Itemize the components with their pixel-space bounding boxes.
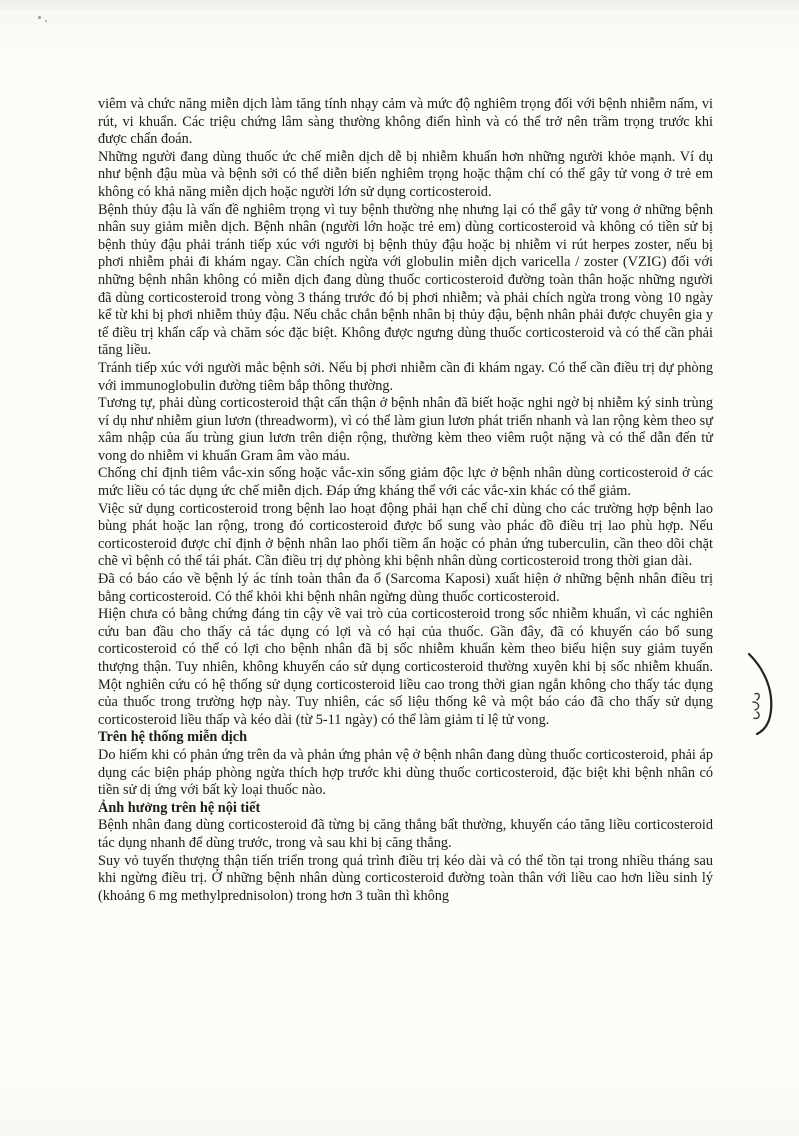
document-body [98, 96, 713, 905]
paragraph: viêm và chức năng miễn dịch làm tăng tính nhạy cảm và mức độ nghiêm trọng đối với bệnh nhiễm nấm, vi rút, vi khuẩn. Các triệu chứng lâm sàng thường không điển hình và có thể trở nên trầm trọng trước khi được chẩn đoán. [98, 96, 713, 148]
paragraph-immune: Do hiếm khi có phản ứng trên da và phản ứng phản vệ ở bệnh nhân đang dùng thuốc corticosteroid, phải áp dụng các biện pháp phòng ngừa thích hợp trước khi dùng thuốc corticosteroid, đặc biệt khi bệnh nhân có tiền sử dị ứng với bất kỳ loại thuốc nào. [98, 746, 713, 799]
paragraph-endocrine: Bệnh nhân đang dùng corticosteroid đã từng bị căng thẳng bất thường, khuyến cáo tăng liều corticosteroid tác dụng nhanh để dùng trước, trong và sau khi bị căng thẳng. [98, 817, 713, 851]
paragraph-endocrine: Suy vỏ tuyến thượng thận tiến triển trong quá trình điều trị kéo dài và có thể tồn tại trong nhiều tháng sau khi ngừng điều trị. Ở những bệnh nhân dùng corticosteroid đường toàn thân với liều cao hơn liều sinh lý (khoảng 6 mg methylprednisolon) trong hơn 3 tuần thì không [98, 852, 713, 904]
handwritten-margin-mark [743, 650, 779, 736]
paragraph: Hiện chưa có bằng chứng đáng tin cậy về vai trò của corticosteroid trong sốc nhiễm khuẩn, vì các nghiên cứu ban đầu cho thấy cả tác dụng có lợi và có hại của thuốc. Gần đây, đã có khuyến cáo bổ sung corticosteroid có thể có lợi cho bệnh nhân đã bị sốc nhiễm khuẩn kèm theo biểu hiện suy giảm tuyến thượng thận. Tuy nhiên, không khuyến cáo sử dụng corticosteroid thường xuyên khi bị sốc nhiễm khuẩn. Một nghiên cứu có hệ thống sử dụng corticosteroid liều cao trong thời gian ngắn không cho thấy tác dụng của thuốc trong trường hợp này. Tuy nhiên, các số liệu thống kê và một báo cáo đã cho thấy sử dụng corticosteroid liều thấp và kéo dài (từ 5-11 ngày) có thể làm giảm tỉ lệ tử vong. [98, 606, 713, 728]
section-heading-endocrine: Ảnh hưởng trên hệ nội tiết [98, 799, 261, 816]
scan-speck [45, 20, 47, 22]
paragraph: Tránh tiếp xúc với người mắc bệnh sởi. Nếu bị phơi nhiễm cần đi khám ngay. Có thể cần điều trị dự phòng với immunoglobulin đường tiêm bắp thông thường. [98, 359, 713, 394]
paragraph: Việc sử dụng corticosteroid trong bệnh lao hoạt động phải hạn chế chỉ dùng cho các trường hợp bệnh lao bùng phát hoặc lan rộng, trong đó corticosteroid được bổ sung vào phác đồ điều trị lao phù hợp. Nếu corticosteroid được chỉ định ở bệnh nhân lao phổi tiềm ẩn hoặc có phản ứng tuberculin, cần theo dõi chặt chẽ vì bệnh có thể tái phát. Cần điều trị dự phòng khi bệnh nhân dùng corticosteroid trong thời gian dài. [98, 500, 713, 570]
scan-speck [38, 16, 41, 19]
section-heading-immune: Trên hệ thống miễn dịch [98, 729, 248, 746]
paragraph: Đã có báo cáo về bệnh lý ác tính toàn thân đa ổ (Sarcoma Kaposi) xuất hiện ở những bệnh nhân điều trị bằng corticosteroid. Có thể khỏi khi bệnh nhân ngừng dùng thuốc corticosteroid. [98, 571, 713, 605]
paragraph: Những người đang dùng thuốc ức chế miễn dịch dễ bị nhiễm khuẩn hơn những người khỏe mạnh. Ví dụ như bệnh đậu mùa và bệnh sởi có thể diễn biến nghiêm trọng hoặc thậm chí có thể gây tử vong ở trẻ em không có khả năng miễn dịch hoặc người lớn sử dụng corticosteroid. [98, 148, 713, 200]
paragraph: Chống chỉ định tiêm vắc-xin sống hoặc vắc-xin sống giảm độc lực ở bệnh nhân dùng corticosteroid ở các mức liều có tác dụng ức chế miễn dịch. Đáp ứng kháng thể với các vắc-xin khác có thể giảm. [98, 465, 713, 500]
paragraph: Tương tự, phải dùng corticosteroid thật cẩn thận ở bệnh nhân đã biết hoặc nghi ngờ bị nhiễm ký sinh trùng ví dụ như nhiễm giun lươn (threadworm), vì có thể làm giun lươn phát triển nhanh và lan rộng kèm theo sự xâm nhập của ấu trùng giun lươn trên diện rộng, thường kèm theo viêm ruột nặng và có thể dẫn đến tử vong do nhiễm vi khuẩn Gram âm vào máu. [98, 395, 713, 464]
scan-top-edge [0, 0, 799, 14]
paragraph: Bệnh thủy đậu là vấn đề nghiêm trọng vì tuy bệnh thường nhẹ nhưng lại có thể gây tử vong ở những bệnh nhân suy giảm miễn dịch. Bệnh nhân (người lớn hoặc trẻ em) dùng corticosteroid và không có tiền sử bị bệnh thủy đậu phải tránh tiếp xúc với người bị bệnh thủy đậu hoặc bị nhiễm vi rút herpes zoster, nếu bị phơi nhiễm phải đi khám ngay. Cần chích ngừa với globulin miễn dịch varicella / zoster (VZIG) đối với những bệnh nhân không có miễn dịch đang dùng thuốc corticosteroid đường toàn thân hoặc những người đã dùng corticosteroid trong vòng 3 tháng trước đó bị phơi nhiễm; và phải chích ngừa trong vòng 10 ngày kể từ khi bị phơi nhiễm thủy đậu. Nếu chắc chắn bệnh nhân bị thủy đậu, bệnh nhân phải được chuyên gia y tế điều trị khẩn cấp và chăm sóc đặc biệt. Không được ngưng dùng thuốc corticosteroid và có thể cần phải tăng liều. [98, 201, 713, 359]
